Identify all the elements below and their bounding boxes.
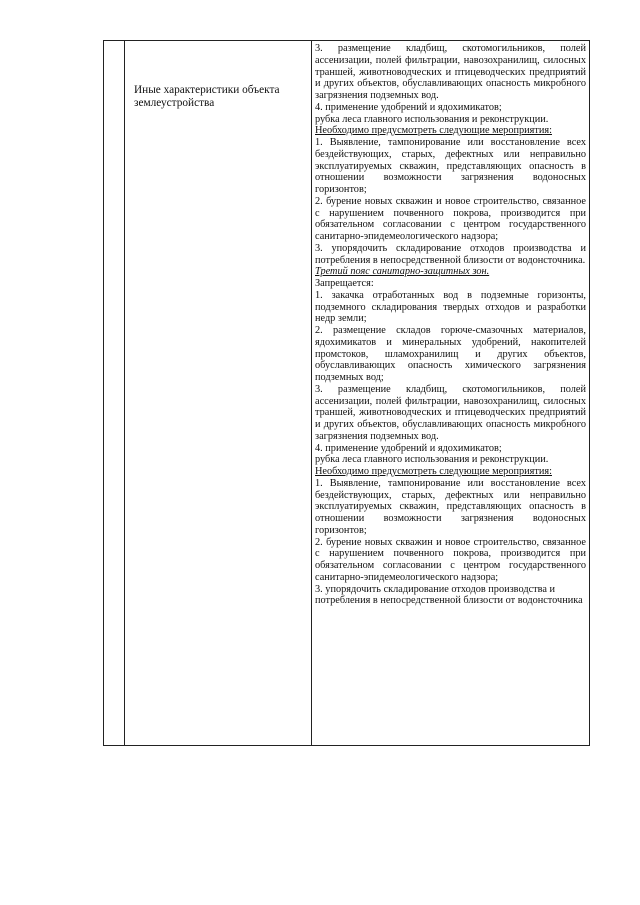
paragraph: Запрещается: xyxy=(315,278,374,289)
row-content-cell xyxy=(315,43,586,607)
column-divider-right xyxy=(311,40,312,746)
paragraph: 4. применение удобрений и ядохимикатов; xyxy=(315,101,502,113)
paragraph: 1. Выявление, тампонирование или восстановление всех бездействующих, старых, дефектных или неправильно эксплуатируемых скважин, представляющих опасность в отношении возможности загрязнения водоносных горизонтов; xyxy=(315,477,586,536)
paragraph: 2. бурение новых скважин и новое строительство, связанное с нарушением почвенного покрова, производится при обязательном согласовании с центром государственного санитарно-эпидемеологического надзора; xyxy=(315,195,586,242)
section-heading: Необходимо предусмотреть следующие мероприятия: xyxy=(315,466,552,477)
zone-heading: Третий пояс санитарно-защитных зон. xyxy=(315,266,490,278)
paragraph: 1. закачка отработанных вод в подземные горизонты, подземного складирования твердых отходов и разработки недр земли; xyxy=(315,289,586,325)
paragraph: 2. размещение складов горюче-смазочных материалов, ядохимикатов и минеральных удобрений, накопителей промстоков, шламохранилищ и других объектов, обуславливающих опасность химического загрязнения подземных вод; xyxy=(315,325,586,383)
paragraph: рубка леса главного использования и реконструкции. xyxy=(315,454,549,466)
paragraph: 3. упорядочить складирование отходов производства и потребления в непосредственной близости от водонсточника. xyxy=(315,242,586,266)
paragraph: 4. применение удобрений и ядохимикатов; xyxy=(315,442,502,454)
paragraph: 2. бурение новых скважин и новое строительство, связанное с нарушением почвенного покрова, производится при обязательном согласовании с центром государственного санитарно-эпидемеологического надзора; xyxy=(315,536,586,583)
paragraph: рубка леса главного использования и реконструкции. xyxy=(315,113,549,125)
paragraph: 3. размещение кладбищ, скотомогильников, полей ассенизации, полей фильтрации, навозохранилищ, силосных траншей, животноводческих и птицеводческих предприятий и других объектов, обуславливающих опасность микробного загрязнения подземных вод. xyxy=(315,43,586,101)
paragraph: 3. упорядочить складирование отходов производства и потребления в непосредственной близости от водонсточника xyxy=(315,583,583,607)
row-label-cell xyxy=(134,84,304,111)
paragraph: 3. размещение кладбищ, скотомогильников, полей ассенизации, полей фильтрации, навозохранилищ, силосных траншей, животноводческих и птицеводческих предприятий и других объектов, обуславливающих опасность микробного загрязнения подземных вод. xyxy=(315,383,586,442)
row-label-text: Иные характеристики объекта землеустройства xyxy=(134,84,280,110)
section-heading: Необходимо предусмотреть следующие мероприятия: xyxy=(315,125,552,137)
column-divider-left xyxy=(124,40,125,746)
paragraph: 1. Выявление, тампонирование или восстановление всех бездействующих, старых, дефектных или неправильно эксплуатируемых скважин, представляющих опасность в отношении возможности загрязнения водоносных горизонтов; xyxy=(315,137,586,195)
